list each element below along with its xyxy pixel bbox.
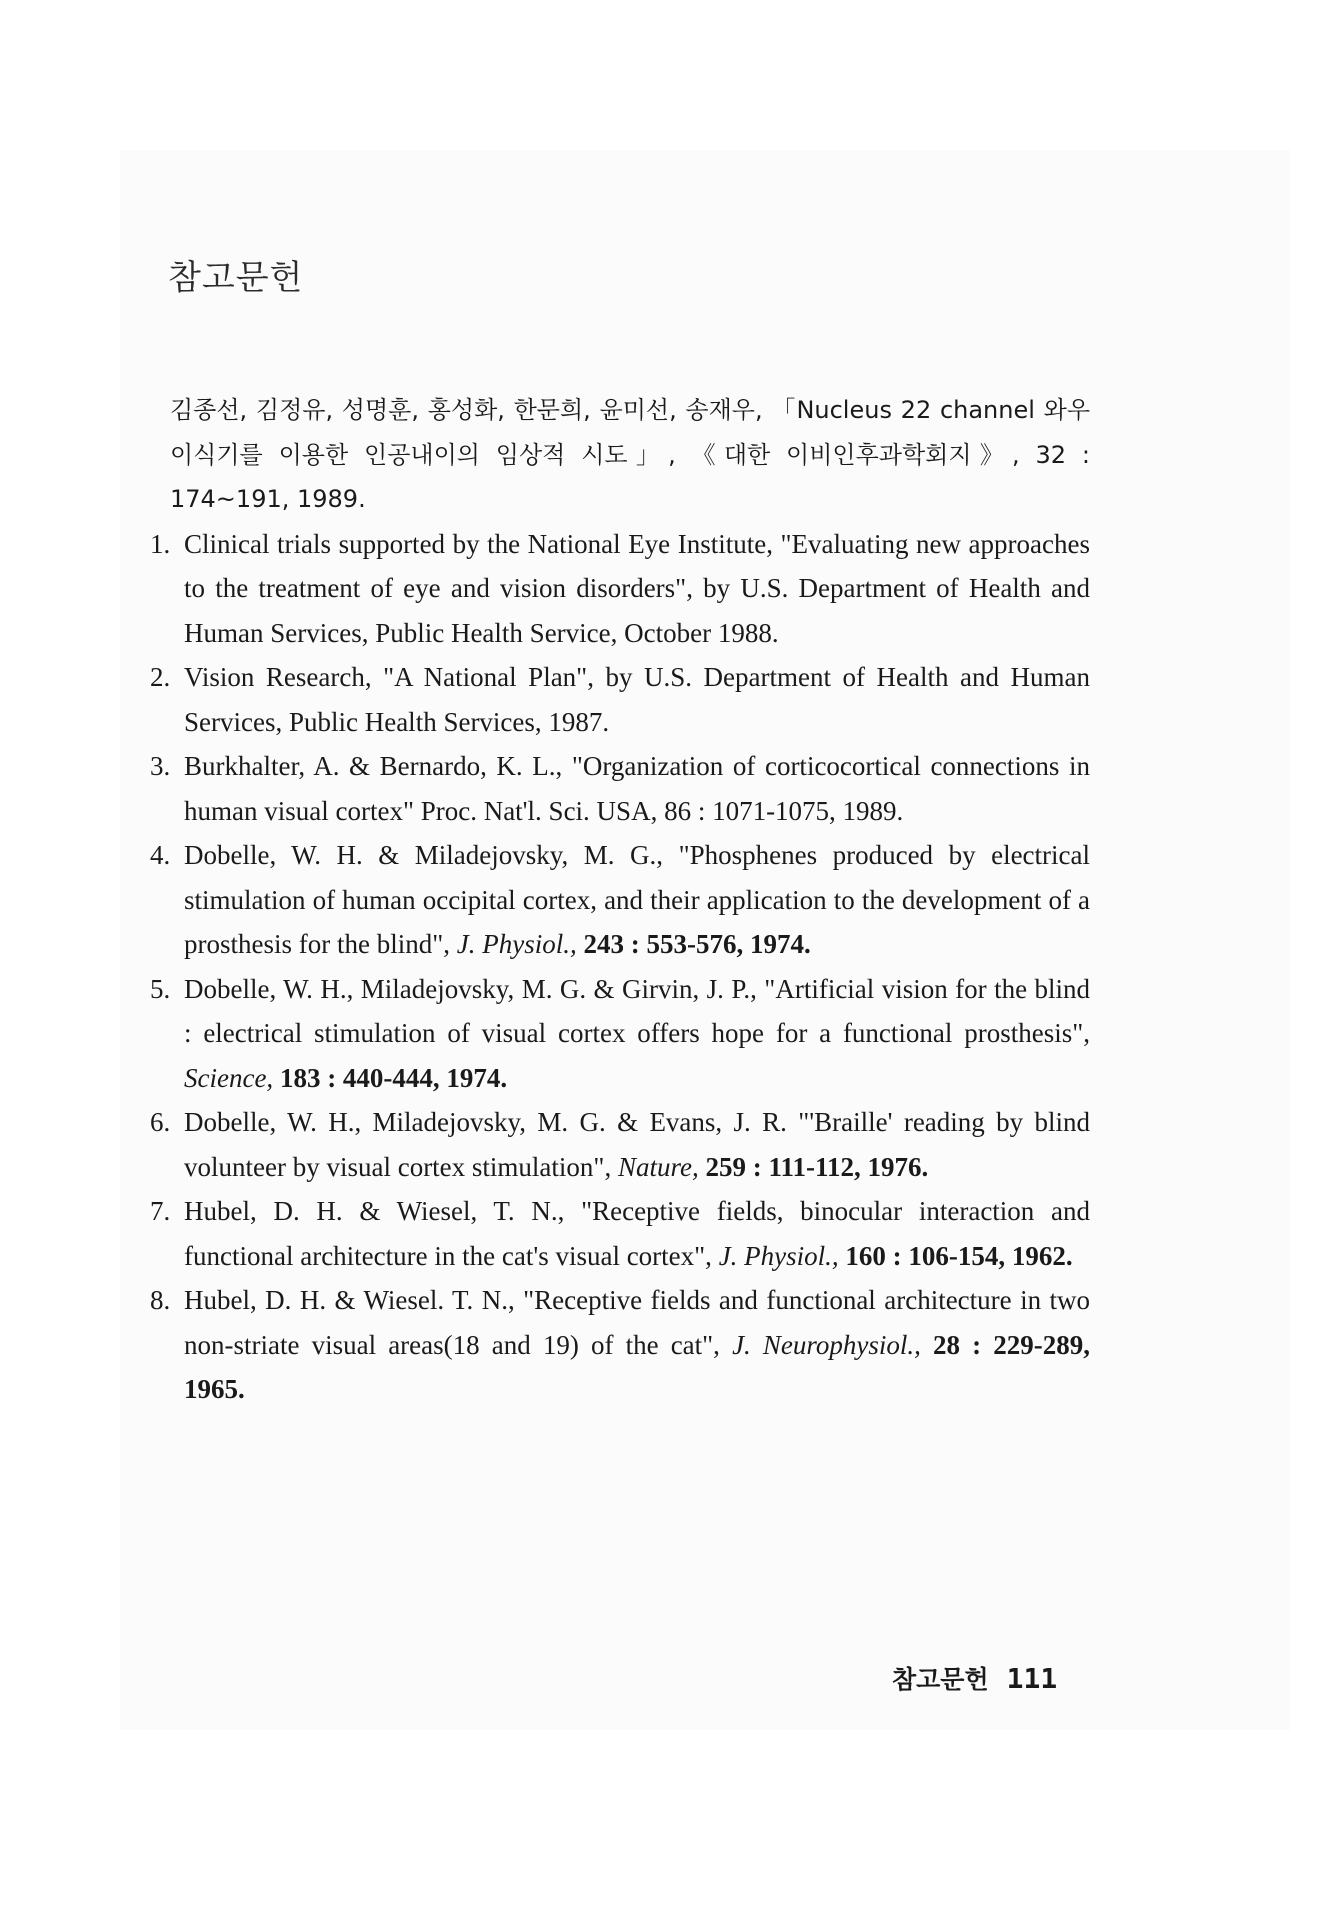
- page-footer: [892, 1660, 1057, 1696]
- reference-8: [150, 1278, 1091, 1412]
- volume-pages: 259 : 111-112, 1976.: [698, 1151, 929, 1182]
- reference-number: 8.: [150, 1285, 171, 1315]
- reference-1: [150, 522, 1090, 656]
- reference-list: [150, 388, 1091, 1412]
- reference-text-main: Hubel, D. H. & Wiesel, T. N., "Receptive fields, binocular interaction and functional architecture in the cat's visual cortex",: [184, 1196, 1090, 1271]
- reference-number: 1.: [150, 528, 171, 559]
- journal-name: Nature,: [617, 1151, 699, 1182]
- volume-pages: 243 : 553-576, 1974.: [576, 929, 811, 959]
- page-title: 참고문헌: [168, 258, 304, 298]
- volume-pages: 28 : 229-289, 1965.: [184, 1329, 1091, 1404]
- journal-name: J. Neurophysiol.,: [732, 1329, 921, 1360]
- reference-number: 4.: [150, 840, 171, 870]
- footer-label: 참고문헌: [892, 1665, 989, 1694]
- reference-text: [184, 967, 1090, 1101]
- reference-2: [150, 655, 1090, 744]
- journal-name: J. Physiol.,: [456, 929, 577, 959]
- reference-number: 3.: [150, 751, 171, 781]
- reference-text: [184, 1278, 1090, 1412]
- reference-text: [184, 1189, 1090, 1278]
- reference-text-main: Dobelle, W. H. & Miladejovsky, M. G., "Phosphenes produced by electrical stimulation of human occipital cortex, and their application to the development of a prosthesis for the blind",: [184, 840, 1090, 959]
- reference-text: [184, 833, 1090, 967]
- reference-number: 2.: [150, 662, 171, 692]
- reference-text: Vision Research, "A National Plan", by U.S. Department of Health and Human Services, Public Health Services, 1987.: [184, 662, 1090, 737]
- reference-3: [150, 744, 1090, 833]
- reference-korean-text: 김종선, 김정유, 성명훈, 홍성화, 한문희, 윤미선, 송재우, 「Nucleus 22 channel 와우 이식기를 이용한 인공내이의 임상적 시도」, 《대한 이비인후과학회지》, 32 : 174~191, 1989.: [170, 396, 1090, 513]
- reference-5: [150, 967, 1090, 1101]
- reference-text: Clinical trials supported by the National Eye Institute, "Evaluating new approaches to the treatment of eye and vision disorders", by U.S. Department of Health and Human Services, Public Health Service, October 1988.: [184, 528, 1090, 648]
- reference-6: [150, 1100, 1090, 1189]
- reference-korean: [170, 388, 1090, 522]
- reference-text-main: Dobelle, W. H., Miladejovsky, M. G. & Evans, J. R. "'Braille' reading by blind volunteer by visual cortex stimulation",: [184, 1107, 1090, 1182]
- volume-pages: 183 : 440-444, 1974.: [273, 1062, 508, 1093]
- reference-7: [150, 1189, 1090, 1278]
- page-number: 111: [1006, 1662, 1058, 1695]
- reference-text: Burkhalter, A. & Bernardo, K. L., "Organization of corticocortical connections in human visual cortex" Proc. Nat'l. Sci. USA, 86 : 1071-1075, 1989.: [184, 751, 1090, 826]
- journal-name: J. Physiol.,: [718, 1240, 839, 1271]
- reference-4: [150, 833, 1090, 967]
- reference-number: 7.: [150, 1196, 171, 1226]
- reference-text: [184, 1100, 1090, 1189]
- journal-name: Science,: [184, 1062, 274, 1093]
- reference-text-main: Hubel, D. H. & Wiesel. T. N., "Receptive fields and functional architecture in two non-striate visual areas(18 and 19) of the cat",: [184, 1285, 1090, 1360]
- volume-pages: 160 : 106-154, 1962.: [838, 1240, 1073, 1271]
- reference-number: 6.: [150, 1107, 171, 1137]
- reference-text-main: Dobelle, W. H., Miladejovsky, M. G. & Girvin, J. P., "Artificial vision for the blind : electrical stimulation of visual cortex offers hope for a functional prosthesis",: [184, 973, 1090, 1048]
- reference-number: 5.: [150, 973, 171, 1004]
